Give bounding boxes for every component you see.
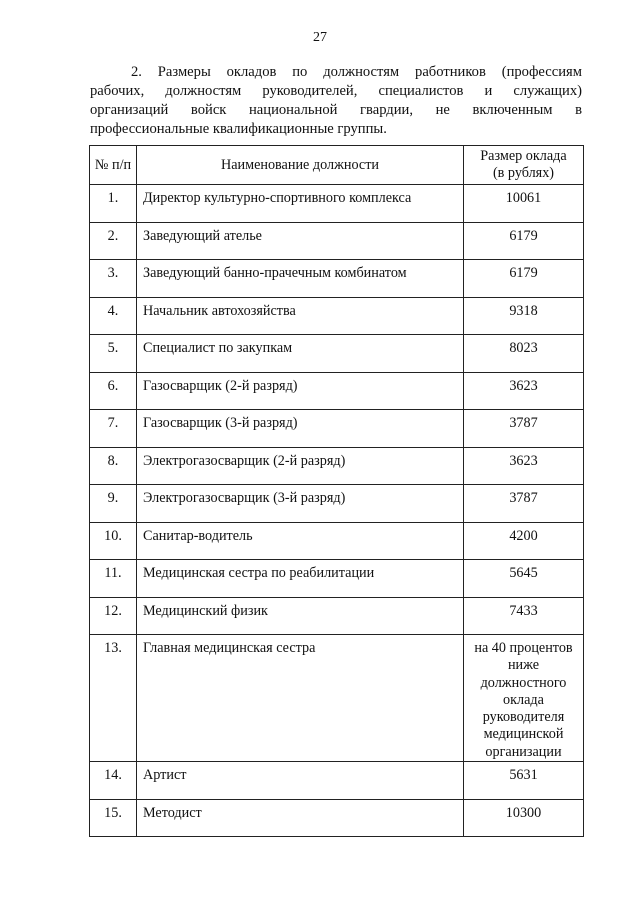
row-number: 14. xyxy=(90,762,137,800)
salary-value-line: ниже xyxy=(507,657,540,674)
table-row xyxy=(90,372,584,410)
salary-header-line: Размер оклада xyxy=(480,148,567,164)
table-row xyxy=(90,185,584,223)
column-header-position: Наименование должности xyxy=(137,146,464,185)
row-number: 9. xyxy=(90,485,137,523)
salary-value-line: оклада xyxy=(503,691,544,708)
row-number: 5. xyxy=(90,335,137,373)
position-name: Медицинский физик xyxy=(137,597,464,635)
intro-line: 2. Размеры окладов по должностям работников (профессиям xyxy=(131,64,582,80)
table-row xyxy=(90,297,584,335)
position-name: Главная медицинская сестра xyxy=(137,635,464,762)
position-name: Газосварщик (3-й разряд) xyxy=(137,410,464,448)
salary-value: 3787 xyxy=(464,485,584,523)
position-name: Специалист по закупкам xyxy=(137,335,464,373)
table-header-row xyxy=(90,146,584,185)
row-number: 15. xyxy=(90,799,137,837)
table-row xyxy=(90,560,584,598)
position-name: Артист xyxy=(137,762,464,800)
row-number: 8. xyxy=(90,447,137,485)
row-number: 4. xyxy=(90,297,137,335)
position-name: Директор культурно-спортивного комплекса xyxy=(137,185,464,223)
salary-value: 4200 xyxy=(464,522,584,560)
position-name: Заведующий ателье xyxy=(137,222,464,260)
row-number: 10. xyxy=(90,522,137,560)
salary-value: 6179 xyxy=(464,222,584,260)
intro-line: профессиональные квалификационные группы. xyxy=(90,121,387,137)
salary-value: 10300 xyxy=(464,799,584,837)
position-name: Электрогазосварщик (3-й разряд) xyxy=(137,485,464,523)
table-row xyxy=(90,335,584,373)
row-number: 11. xyxy=(90,560,137,598)
salary-value: 7433 xyxy=(464,597,584,635)
column-header-number: № п/п xyxy=(90,146,137,185)
salary-value-line: на 40 процентов xyxy=(474,640,573,656)
intro-line: рабочих, должностям руководителей, специалистов и служащих) xyxy=(90,83,582,99)
table-row xyxy=(90,799,584,837)
salary-value: 5645 xyxy=(464,560,584,598)
salary-value: 8023 xyxy=(464,335,584,373)
position-name: Санитар-водитель xyxy=(137,522,464,560)
table-row xyxy=(90,522,584,560)
salary-value-line: руководителя xyxy=(482,709,565,726)
salary-value xyxy=(464,635,584,762)
page-number: 27 xyxy=(313,30,327,45)
salary-value: 5631 xyxy=(464,762,584,800)
column-header-salary xyxy=(464,146,584,185)
salary-value: 10061 xyxy=(464,185,584,223)
salary-value-line: организации xyxy=(485,743,562,760)
position-name: Методист xyxy=(137,799,464,837)
salary-value: 3623 xyxy=(464,372,584,410)
row-number: 1. xyxy=(90,185,137,223)
table-row xyxy=(90,260,584,298)
row-number: 2. xyxy=(90,222,137,260)
salary-value: 3623 xyxy=(464,447,584,485)
table-row xyxy=(90,222,584,260)
row-number: 6. xyxy=(90,372,137,410)
row-number: 13. xyxy=(90,635,137,762)
position-name: Медицинская сестра по реабилитации xyxy=(137,560,464,598)
salary-value-line: медицинской xyxy=(483,726,564,743)
row-number: 7. xyxy=(90,410,137,448)
table-row xyxy=(90,410,584,448)
position-name: Начальник автохозяйства xyxy=(137,297,464,335)
intro-paragraph xyxy=(90,63,582,139)
row-number: 3. xyxy=(90,260,137,298)
salary-value: 3787 xyxy=(464,410,584,448)
intro-line: организаций войск национальной гвардии, не включенным в xyxy=(90,102,582,118)
salary-value: 6179 xyxy=(464,260,584,298)
position-name: Газосварщик (2-й разряд) xyxy=(137,372,464,410)
salary-header-line: (в рублях) xyxy=(492,165,555,181)
table-row xyxy=(90,485,584,523)
salary-value: 9318 xyxy=(464,297,584,335)
position-name: Заведующий банно-прачечным комбинатом xyxy=(137,260,464,298)
salary-table xyxy=(89,145,584,837)
table-row xyxy=(90,762,584,800)
table-row xyxy=(90,597,584,635)
salary-value-line: должностного xyxy=(480,674,567,691)
table-row xyxy=(90,447,584,485)
position-name: Электрогазосварщик (2-й разряд) xyxy=(137,447,464,485)
table-row xyxy=(90,635,584,762)
row-number: 12. xyxy=(90,597,137,635)
